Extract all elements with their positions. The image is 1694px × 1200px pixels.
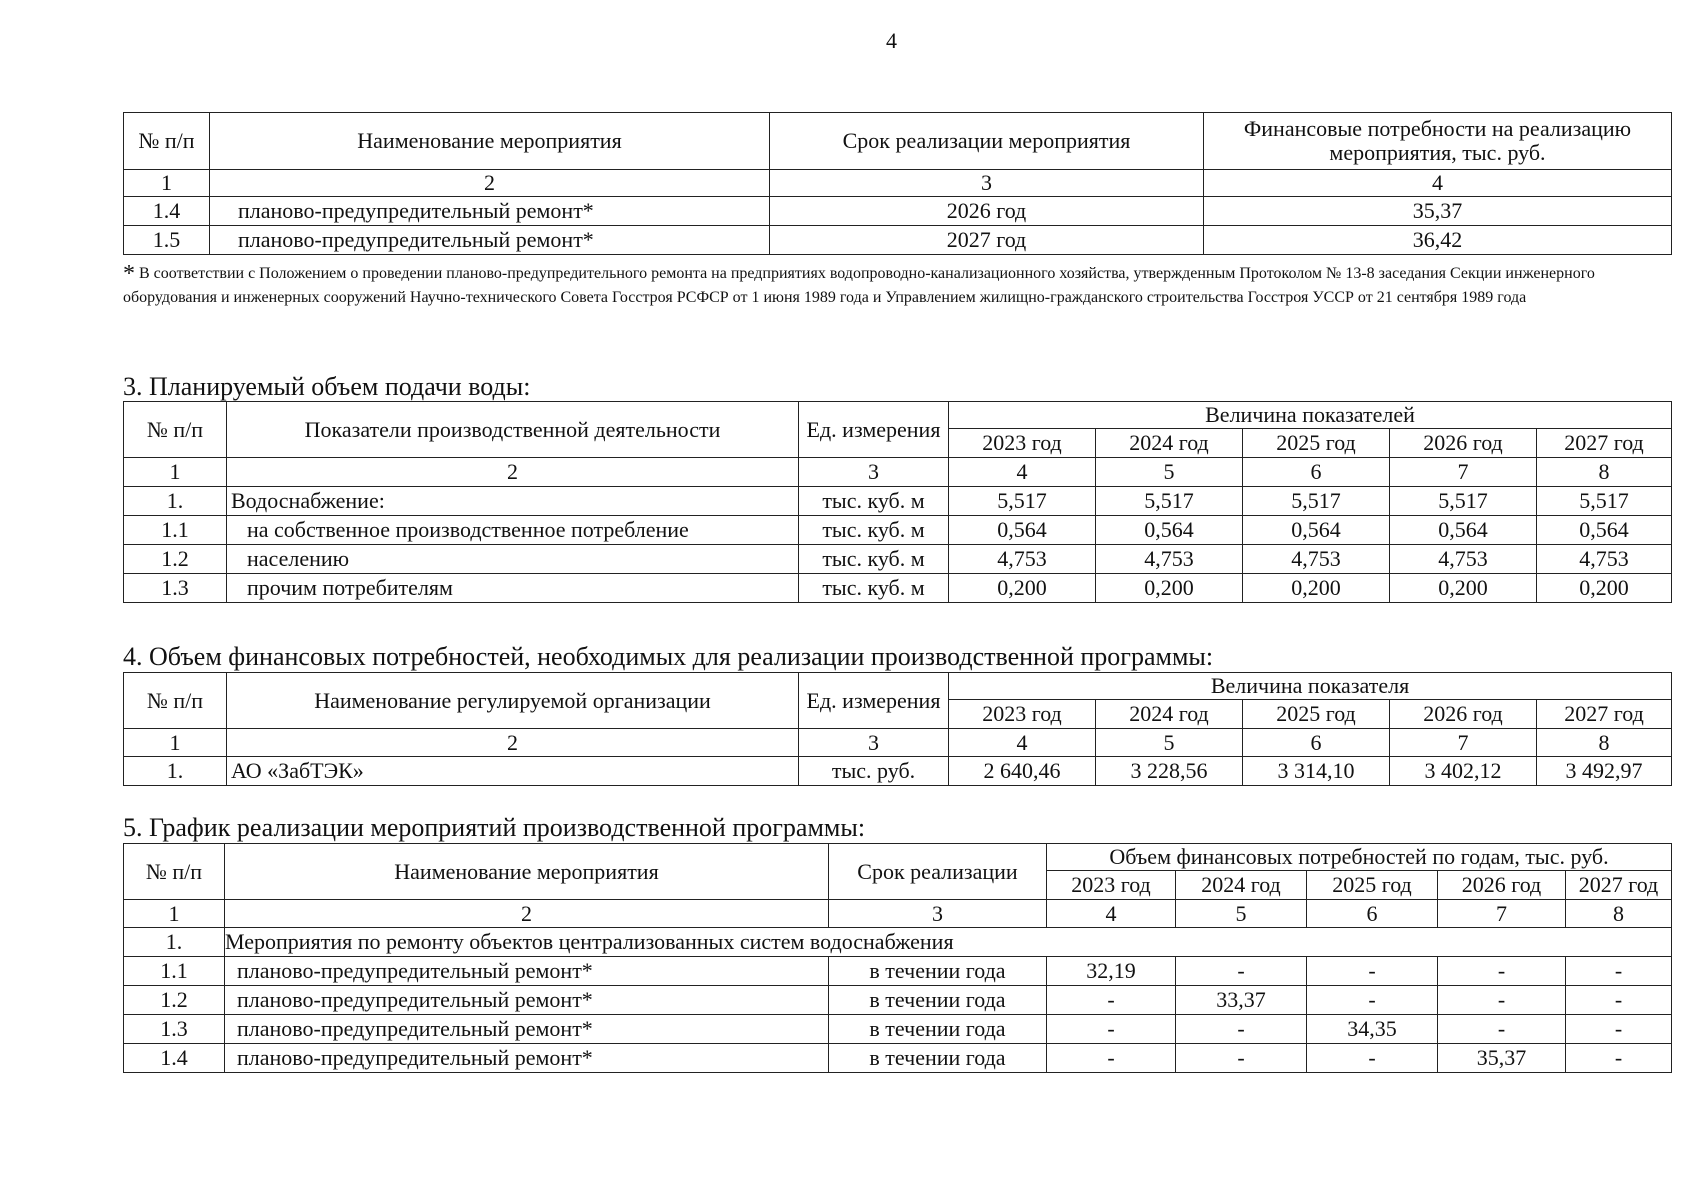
row-term: в течении года <box>829 986 1047 1015</box>
row-value: 3 402,12 <box>1390 757 1537 786</box>
header-organization: Наименование регулируемой организации <box>227 673 799 729</box>
row-value: 35,37 <box>1438 1044 1566 1073</box>
header-unit: Ед. измерения <box>799 402 949 458</box>
row-value: - <box>1047 1044 1176 1073</box>
row-name: планово-предупредительный ремонт* <box>225 957 829 986</box>
table-row <box>124 574 1672 603</box>
row-value: 3 228,56 <box>1096 757 1243 786</box>
index-cell: 1 <box>124 729 227 757</box>
header-year: 2024 год <box>1176 871 1307 900</box>
group-name: Мероприятия по ремонту объектов централизованных систем водоснабжения <box>225 928 1672 957</box>
header-num: № п/п <box>124 673 227 729</box>
row-term: в течении года <box>829 1015 1047 1044</box>
row-value: 0,564 <box>949 516 1096 545</box>
section-5-title: 5. График реализации мероприятий производственной программы: <box>123 813 866 842</box>
index-cell: 1 <box>124 170 210 197</box>
header-year: 2027 год <box>1566 871 1672 900</box>
index-cell: 1 <box>124 900 225 928</box>
row-name: планово-предупредительный ремонт* <box>225 1044 829 1073</box>
row-value: - <box>1566 957 1672 986</box>
row-value: 2 640,46 <box>949 757 1096 786</box>
header-year: 2023 год <box>949 700 1096 729</box>
index-cell: 3 <box>799 458 949 487</box>
table-row <box>124 545 1672 574</box>
row-name: населению <box>227 545 799 574</box>
row-organization: АО «ЗабТЭК» <box>227 757 799 786</box>
row-name: прочим потребителям <box>227 574 799 603</box>
row-name: Водоснабжение: <box>227 487 799 516</box>
row-value: - <box>1176 1015 1307 1044</box>
row-value: - <box>1047 986 1176 1015</box>
row-num: 1. <box>124 757 227 786</box>
row-value: - <box>1307 986 1438 1015</box>
header-year: 2024 год <box>1096 700 1243 729</box>
section-4-title: 4. Объем финансовых потребностей, необходимых для реализации производственной программы: <box>123 642 1214 671</box>
index-cell: 3 <box>799 729 949 757</box>
header-year: 2025 год <box>1243 429 1390 458</box>
table-row <box>124 487 1672 516</box>
index-cell: 4 <box>1047 900 1176 928</box>
index-cell: 2 <box>225 900 829 928</box>
section-3-title: 3. Планируемый объем подачи воды: <box>123 372 531 401</box>
index-cell: 5 <box>1176 900 1307 928</box>
row-value: - <box>1438 1015 1566 1044</box>
index-cell: 4 <box>949 458 1096 487</box>
table-row <box>124 757 1672 786</box>
header-term: Срок реализации <box>829 844 1047 900</box>
row-num: 1.2 <box>124 986 225 1015</box>
row-num: 1. <box>124 487 227 516</box>
row-value: 4,753 <box>1390 545 1537 574</box>
row-value: 4,753 <box>1096 545 1243 574</box>
row-amount: 35,37 <box>1204 197 1672 226</box>
row-value: - <box>1176 1044 1307 1073</box>
footnote-text: В соответствии с Положением о проведении планово-предупредительного ремонта на предприятиях водопроводно-канализационного хозяйства, утвержденным Протоколом № 13-8 заседания Секции инженерного оборудования и инженерных сооружений Научно-технического Совета Госстроя РСФСР от 1 июня 1989 года и Управлением жилищно-гражданского строительства Госстроя УССР от 21 сентября 1989 года <box>123 265 1595 306</box>
header-values: Величина показателей <box>949 402 1672 429</box>
table-row <box>124 1015 1672 1044</box>
row-value: 32,19 <box>1047 957 1176 986</box>
header-num: № п/п <box>124 844 225 900</box>
row-term: 2027 год <box>770 226 1204 255</box>
table-row <box>124 226 1672 255</box>
header-measure-name: Наименование мероприятия <box>225 844 829 900</box>
row-num: 1.1 <box>124 957 225 986</box>
row-value: 5,517 <box>1537 487 1672 516</box>
index-cell: 8 <box>1537 458 1672 487</box>
index-cell: 8 <box>1537 729 1672 757</box>
row-num: 1.3 <box>124 574 227 603</box>
index-cell: 7 <box>1438 900 1566 928</box>
table-row <box>124 1044 1672 1073</box>
header-year: 2026 год <box>1438 871 1566 900</box>
row-name: на собственное производственное потребление <box>227 516 799 545</box>
row-term: в течении года <box>829 1044 1047 1073</box>
header-year: 2027 год <box>1537 429 1672 458</box>
row-value: 3 314,10 <box>1243 757 1390 786</box>
row-value: 0,200 <box>1390 574 1537 603</box>
header-year: 2023 год <box>949 429 1096 458</box>
group-row <box>124 928 1672 957</box>
row-name: планово-предупредительный ремонт* <box>225 1015 829 1044</box>
row-num: 1.2 <box>124 545 227 574</box>
footnote-star: * <box>123 261 135 287</box>
row-value: - <box>1047 1015 1176 1044</box>
index-cell: 4 <box>1204 170 1672 197</box>
index-cell: 6 <box>1243 729 1390 757</box>
header-unit: Ед. измерения <box>799 673 949 729</box>
table-row <box>124 516 1672 545</box>
row-name: планово-предупредительный ремонт* <box>225 986 829 1015</box>
row-value: 4,753 <box>1243 545 1390 574</box>
row-value: 5,517 <box>949 487 1096 516</box>
row-value: 0,564 <box>1243 516 1390 545</box>
row-value: - <box>1438 957 1566 986</box>
row-value: 0,200 <box>1537 574 1672 603</box>
row-num: 1.5 <box>124 226 210 255</box>
row-unit: тыс. куб. м <box>799 545 949 574</box>
row-value: 0,200 <box>1243 574 1390 603</box>
header-values: Величина показателя <box>949 673 1672 700</box>
row-num: 1.4 <box>124 197 210 226</box>
row-num: 1.1 <box>124 516 227 545</box>
header-year: 2025 год <box>1243 700 1390 729</box>
header-measure-name: Наименование мероприятия <box>210 113 770 170</box>
row-value: 5,517 <box>1390 487 1537 516</box>
schedule-table <box>123 843 1672 1073</box>
row-term: в течении года <box>829 957 1047 986</box>
index-cell: 7 <box>1390 729 1537 757</box>
row-value: 0,564 <box>1390 516 1537 545</box>
index-cell: 2 <box>210 170 770 197</box>
row-name: планово-предупредительный ремонт* <box>210 197 770 226</box>
header-year: 2024 год <box>1096 429 1243 458</box>
row-name: планово-предупредительный ремонт* <box>210 226 770 255</box>
header-year: 2027 год <box>1537 700 1672 729</box>
row-value: 0,200 <box>1096 574 1243 603</box>
row-value: 3 492,97 <box>1537 757 1672 786</box>
row-value: 4,753 <box>949 545 1096 574</box>
index-cell: 2 <box>227 729 799 757</box>
header-term: Срок реализации мероприятия <box>770 113 1204 170</box>
row-value: 34,35 <box>1307 1015 1438 1044</box>
row-value: 33,37 <box>1176 986 1307 1015</box>
row-num: 1.4 <box>124 1044 225 1073</box>
row-value: 0,200 <box>949 574 1096 603</box>
index-cell: 5 <box>1096 458 1243 487</box>
header-year: 2026 год <box>1390 429 1537 458</box>
row-unit: тыс. куб. м <box>799 574 949 603</box>
water-supply-table <box>123 401 1672 603</box>
index-cell: 3 <box>829 900 1047 928</box>
index-cell: 3 <box>770 170 1204 197</box>
row-term: 2026 год <box>770 197 1204 226</box>
index-cell: 8 <box>1566 900 1672 928</box>
index-cell: 7 <box>1390 458 1537 487</box>
row-value: - <box>1566 986 1672 1015</box>
row-num: 1.3 <box>124 1015 225 1044</box>
index-cell: 5 <box>1096 729 1243 757</box>
row-value: - <box>1307 957 1438 986</box>
index-cell: 6 <box>1307 900 1438 928</box>
row-unit: тыс. куб. м <box>799 487 949 516</box>
row-num: 1. <box>124 928 225 957</box>
table-row <box>124 197 1672 226</box>
measures-table-continued <box>123 112 1672 255</box>
table-row <box>124 986 1672 1015</box>
row-unit: тыс. руб. <box>799 757 949 786</box>
row-value: 0,564 <box>1537 516 1672 545</box>
row-value: - <box>1438 986 1566 1015</box>
header-year: 2026 год <box>1390 700 1537 729</box>
header-year: 2023 год <box>1047 871 1176 900</box>
row-value: 0,564 <box>1096 516 1243 545</box>
row-unit: тыс. куб. м <box>799 516 949 545</box>
row-value: - <box>1307 1044 1438 1073</box>
row-value: 5,517 <box>1096 487 1243 516</box>
table-row <box>124 957 1672 986</box>
index-cell: 2 <box>227 458 799 487</box>
row-value: - <box>1566 1015 1672 1044</box>
header-num: № п/п <box>124 113 210 170</box>
footnote <box>123 262 1663 310</box>
header-year: 2025 год <box>1307 871 1438 900</box>
row-amount: 36,42 <box>1204 226 1672 255</box>
index-cell: 4 <box>949 729 1096 757</box>
header-values: Объем финансовых потребностей по годам, тыс. руб. <box>1047 844 1672 871</box>
row-value: 4,753 <box>1537 545 1672 574</box>
header-num: № п/п <box>124 402 227 458</box>
row-value: 5,517 <box>1243 487 1390 516</box>
header-financing: Финансовые потребности на реализацию мероприятия, тыс. руб. <box>1204 113 1672 170</box>
index-cell: 6 <box>1243 458 1390 487</box>
row-value: - <box>1566 1044 1672 1073</box>
financing-table <box>123 672 1672 786</box>
row-value: - <box>1176 957 1307 986</box>
index-cell: 1 <box>124 458 227 487</box>
header-indicator: Показатели производственной деятельности <box>227 402 799 458</box>
